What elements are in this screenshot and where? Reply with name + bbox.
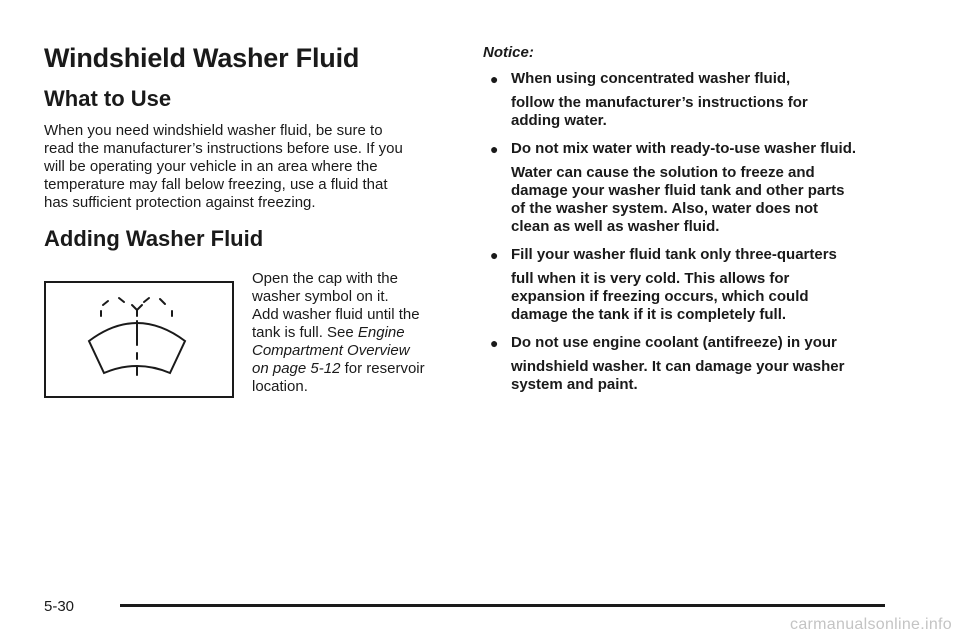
text-line: read the manufacturer’s instructions before use. If you [44, 140, 403, 157]
notice-bullet [490, 246, 930, 324]
text-line: washer symbol on it. [252, 288, 389, 305]
text-line: of the washer system. Also, water does not [511, 200, 819, 217]
text-line: When you need windshield washer fluid, be sure to [44, 122, 383, 139]
cross-reference-link[interactable]: on page 5-12 [252, 360, 341, 377]
text-line: Open the cap with the [252, 270, 398, 287]
bullet-continuation [511, 164, 930, 236]
section-heading-what-to-use: What to Use [44, 86, 172, 111]
page-number: 5-30 [44, 598, 75, 615]
text-line: temperature may fall below freezing, use a fluid that [44, 176, 388, 193]
notice-label: Notice: [483, 44, 534, 61]
bullet-first-line: Do not mix water with ready-to-use washer fluid. [511, 140, 857, 157]
notice-bullet-list [490, 70, 930, 404]
cross-reference-link[interactable]: Compartment Overview [252, 342, 410, 359]
page-title: Windshield Washer Fluid [44, 43, 360, 73]
text-line: full when it is very cold. This allows for [511, 270, 790, 287]
text-line: has sufficient protection against freezing. [44, 194, 316, 211]
text-line: windshield washer. It can damage your washer [511, 358, 845, 375]
bullet-first-line: Do not use engine coolant (antifreeze) in your [511, 334, 837, 351]
footer-rule [120, 604, 885, 607]
text-line: damage the tank if it is completely full. [511, 306, 787, 323]
bullet-icon: ● [490, 247, 499, 263]
text-line: damage your washer fluid tank and other parts [511, 182, 845, 199]
notice-bullet [490, 334, 930, 394]
washer-symbol-figure [44, 281, 234, 398]
text-line: adding water. [511, 112, 607, 129]
bullet-continuation [511, 358, 930, 394]
watermark: carmanualsonline.info [790, 616, 952, 633]
text-line: tank is full. See [252, 324, 354, 341]
bullet-continuation [511, 94, 930, 130]
bullet-icon: ● [490, 141, 499, 157]
bullet-first-line: When using concentrated washer fluid, [511, 70, 791, 87]
text-line: expansion if freezing occurs, which could [511, 288, 809, 305]
notice-bullet [490, 70, 930, 130]
text-line: Add washer fluid until the [252, 306, 420, 323]
text-line: for reservoir [344, 360, 425, 377]
notice-bullet [490, 140, 930, 236]
bullet-icon: ● [490, 335, 499, 351]
text-line: follow the manufacturer’s instructions for [511, 94, 808, 111]
text-line: Water can cause the solution to freeze and [511, 164, 815, 181]
text-line: location. [252, 378, 308, 395]
bullet-first-line: Fill your washer fluid tank only three-quarters [511, 246, 837, 263]
text-line: system and paint. [511, 376, 638, 393]
what-to-use-paragraph [44, 122, 464, 212]
text-line: clean as well as washer fluid. [511, 218, 720, 235]
bullet-icon: ● [490, 71, 499, 87]
windshield-washer-icon [46, 283, 232, 396]
cross-reference-link[interactable]: Engine [357, 324, 405, 341]
bullet-continuation [511, 270, 930, 324]
section-heading-adding-washer-fluid: Adding Washer Fluid [44, 226, 264, 251]
text-line: will be operating your vehicle in an area where the [44, 158, 378, 175]
adding-instructions-paragraph [252, 270, 462, 396]
